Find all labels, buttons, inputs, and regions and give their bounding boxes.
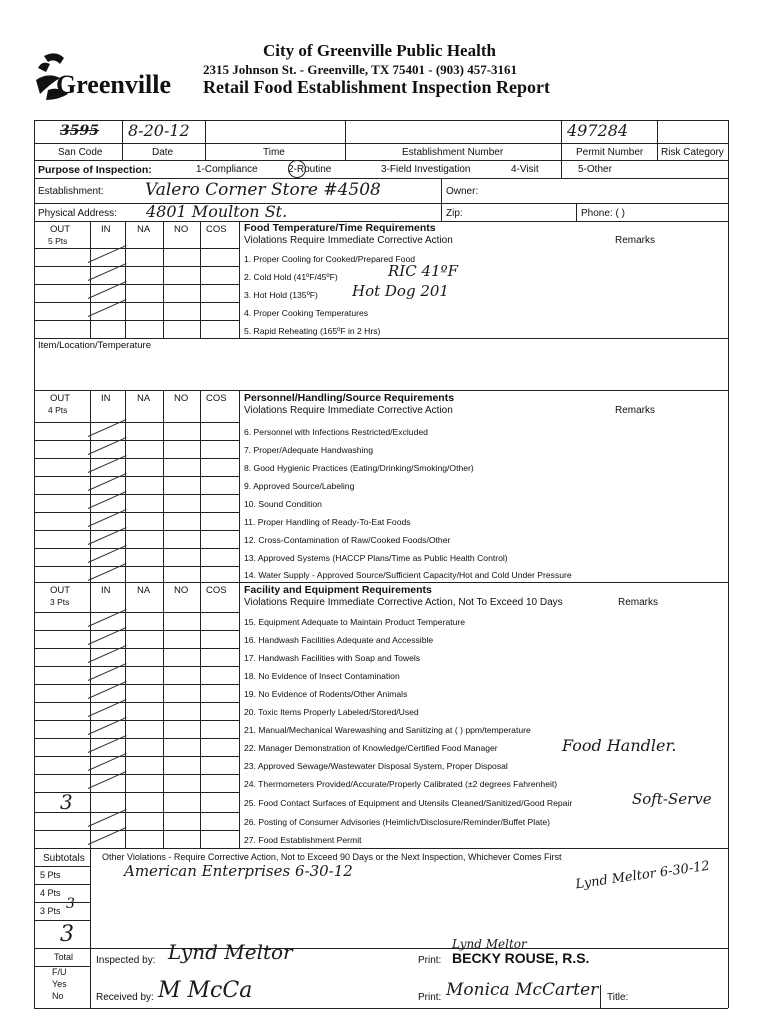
s2-col-in: IN — [101, 393, 111, 404]
s3-title: Facility and Equipment Requirements — [244, 584, 432, 596]
s3-item-18: 18. No Evidence of Insect Contamination — [244, 671, 400, 681]
title-label: Title: — [607, 992, 629, 1003]
other-violations-label: Other Violations - Require Corrective Action, Not to Exceed 90 Days or the Next Inspection, Whichever Comes First — [102, 852, 562, 862]
s3-pts: 3 Pts — [50, 597, 70, 607]
physical-address-label: Physical Address: — [38, 208, 117, 219]
s3-item-21: 21. Manual/Mechanical Warewashing and Sanitizing at ( ) ppm/temperature — [244, 725, 531, 735]
s3-item-26: 26. Posting of Consumer Advisories (Heimlich/Disclosure/Reminder/Buffet Plate) — [244, 817, 551, 827]
s3-col-cos: COS — [206, 585, 227, 596]
s1-subtitle: Violations Require Immediate Corrective Action — [244, 235, 453, 246]
s3-item-16: 16. Handwash Facilities Adequate and Accessible — [244, 635, 434, 645]
item-location-label: Item/Location/Temperature — [38, 340, 152, 351]
s2-col-no: NO — [174, 393, 189, 404]
purpose-label: Purpose of Inspection: — [38, 164, 152, 176]
s3-col-in: IN — [101, 585, 111, 596]
subtotals-label: Subtotals — [43, 853, 85, 864]
owner-label: Owner: — [446, 186, 479, 197]
s3-col-no: NO — [174, 585, 189, 596]
s2-remarks: Remarks — [615, 405, 656, 416]
s3-hand-out-25: 3 — [60, 790, 73, 814]
s1-hand-hot: Hot Dog 201 — [352, 282, 449, 300]
inspected-by-label: Inspected by: — [96, 955, 156, 966]
s1-item-2: 2. Cold Hold (41ºF/45ºF) — [244, 272, 338, 282]
s2-col-na: NA — [137, 393, 151, 404]
inspector-print-overwrite: Lynd Meltor — [452, 937, 527, 951]
inspected-by-signature: Lynd Meltor — [168, 940, 293, 964]
fu-label: F/U — [52, 967, 67, 977]
s3-item-15: 15. Equipment Adequate to Maintain Product Temperature — [244, 617, 466, 627]
s3-item-23: 23. Approved Sewage/Wastewater Disposal System, Proper Disposal — [244, 761, 508, 771]
received-by-label: Received by: — [96, 992, 154, 1003]
purpose-option-routine: 2-Routine — [288, 164, 332, 175]
purpose-option-other: 5-Other — [578, 164, 612, 175]
yes-label: Yes — [52, 979, 67, 989]
establishment-label: Establishment: — [38, 186, 104, 197]
s2-item-7: 7. Proper/Adequate Handwashing — [244, 445, 373, 455]
pts3-hand: 3 — [66, 896, 75, 912]
s1-hand-cold: RIC 41ºF — [388, 262, 459, 280]
s1-col-na: NA — [137, 224, 151, 235]
inspector-print-name: BECKY ROUSE, R.S. — [452, 950, 590, 966]
san-code-label: San Code — [58, 147, 103, 158]
s3-item-27: 27. Food Establishment Permit — [244, 835, 362, 845]
s2-item-9: 9. Approved Source/Labeling — [244, 481, 355, 491]
s2-item-6: 6. Personnel with Infections Restricted/Excluded — [244, 427, 428, 437]
risk-category-label: Risk Category — [661, 147, 724, 158]
date-value: 8-20-12 — [128, 121, 190, 140]
total-label: Total — [54, 952, 74, 962]
city-logo — [34, 50, 194, 106]
pts3-label: 3 Pts — [40, 906, 61, 916]
s2-item-12: 12. Cross-Contamination of Raw/Cooked Foods/Other — [244, 535, 451, 545]
s1-remarks: Remarks — [615, 235, 656, 246]
time-label: Time — [263, 147, 285, 158]
s3-col-out: OUT — [50, 585, 71, 596]
other-hand-right: Lynd Meltor 6-30-12 — [574, 858, 711, 893]
s1-col-cos: COS — [206, 224, 227, 235]
s2-pts: 4 Pts — [48, 405, 68, 415]
other-hand-text: American Enterprises 6-30-12 — [124, 862, 353, 880]
physical-address-value: 4801 Moulton St. — [146, 202, 288, 221]
s1-col-out: OUT — [50, 224, 71, 235]
purpose-option-compliance: 1-Compliance — [196, 164, 258, 175]
purpose-option-visit: 4-Visit — [511, 164, 539, 175]
s2-item-13: 13. Approved Systems (HACCP Plans/Time as Public Health Control) — [244, 553, 508, 563]
s2-item-8: 8. Good Hygienic Practices (Eating/Drinking/Smoking/Other) — [244, 463, 474, 473]
s3-col-na: NA — [137, 585, 151, 596]
phone-label: Phone: ( ) — [581, 208, 625, 219]
pts4-label: 4 Pts — [40, 888, 61, 898]
san-code-value: 3595 — [60, 123, 99, 139]
s2-item-11: 11. Proper Handling of Ready-To-Eat Foods — [244, 517, 411, 527]
zip-label: Zip: — [446, 208, 463, 219]
s1-col-in: IN — [101, 224, 111, 235]
inspector-print-label: Print: — [418, 955, 442, 966]
receiver-print-name: Monica McCarter — [446, 980, 599, 1000]
report-title: Retail Food Establishment Inspection Report — [203, 77, 551, 97]
s1-item-3: 3. Hot Hold (135ºF) — [244, 290, 318, 300]
s3-hand-food-handler: Food Handler. — [562, 736, 677, 755]
s3-item-25: 25. Food Contact Surfaces of Equipment and Utensils Cleaned/Sanitized/Good Repair — [244, 798, 573, 808]
s1-pts: 5 Pts — [48, 236, 68, 246]
date-label: Date — [152, 147, 174, 158]
total-hand: 3 — [60, 922, 74, 947]
s2-item-14: 14. Water Supply - Approved Source/Sufficient Capacity/Hot and Cold Under Pressure — [244, 570, 572, 580]
s3-item-22: 22. Manager Demonstration of Knowledge/Certified Food Manager — [244, 743, 498, 753]
s2-title: Personnel/Handling/Source Requirements — [244, 392, 455, 404]
s2-subtitle: Violations Require Immediate Corrective Action — [244, 405, 453, 416]
s3-item-19: 19. No Evidence of Rodents/Other Animals — [244, 689, 408, 699]
s3-subtitle: Violations Require Immediate Corrective Action, Not To Exceed 10 Days — [244, 597, 563, 608]
receiver-print-label: Print: — [418, 992, 442, 1003]
s3-remarks: Remarks — [618, 597, 659, 608]
s1-title: Food Temperature/Time Requirements — [244, 222, 436, 234]
purpose-option-field: 3-Field Investigation — [381, 164, 471, 175]
s3-hand-soft-serve: Soft-Serve — [632, 790, 712, 808]
s1-item-4: 4. Proper Cooking Temperatures — [244, 308, 369, 318]
received-by-signature: M McCa — [158, 978, 253, 1003]
establishment-value: Valero Corner Store #4508 — [145, 180, 381, 200]
s2-col-cos: COS — [206, 393, 227, 404]
establishment-number-label: Establishment Number — [402, 147, 504, 158]
s2-item-10: 10. Sound Condition — [244, 499, 322, 509]
s1-item-1: 1. Proper Cooling for Cooked/Prepared Food — [244, 254, 416, 264]
permit-value: 497284 — [567, 121, 629, 140]
org-name: City of Greenville Public Health — [263, 41, 496, 60]
s1-col-no: NO — [174, 224, 189, 235]
s1-item-5: 5. Rapid Reheating (165ºF in 2 Hrs) — [244, 326, 381, 336]
no-label: No — [52, 991, 64, 1001]
s3-item-17: 17. Handwash Facilities with Soap and Towels — [244, 653, 421, 663]
permit-number-label: Permit Number — [576, 147, 644, 158]
routine-circle-mark — [288, 160, 306, 178]
s2-col-out: OUT — [50, 393, 71, 404]
s3-item-20: 20. Toxic Items Properly Labeled/Stored/Used — [244, 707, 419, 717]
logo-text: Greenville — [56, 70, 172, 99]
s3-item-24: 24. Thermometers Provided/Accurate/Properly Calibrated (±2 degrees Fahrenheit) — [244, 779, 558, 789]
org-address: 2315 Johnson St. - Greenville, TX 75401 - (903) 457-3161 — [203, 62, 518, 77]
pts5-label: 5 Pts — [40, 870, 61, 880]
